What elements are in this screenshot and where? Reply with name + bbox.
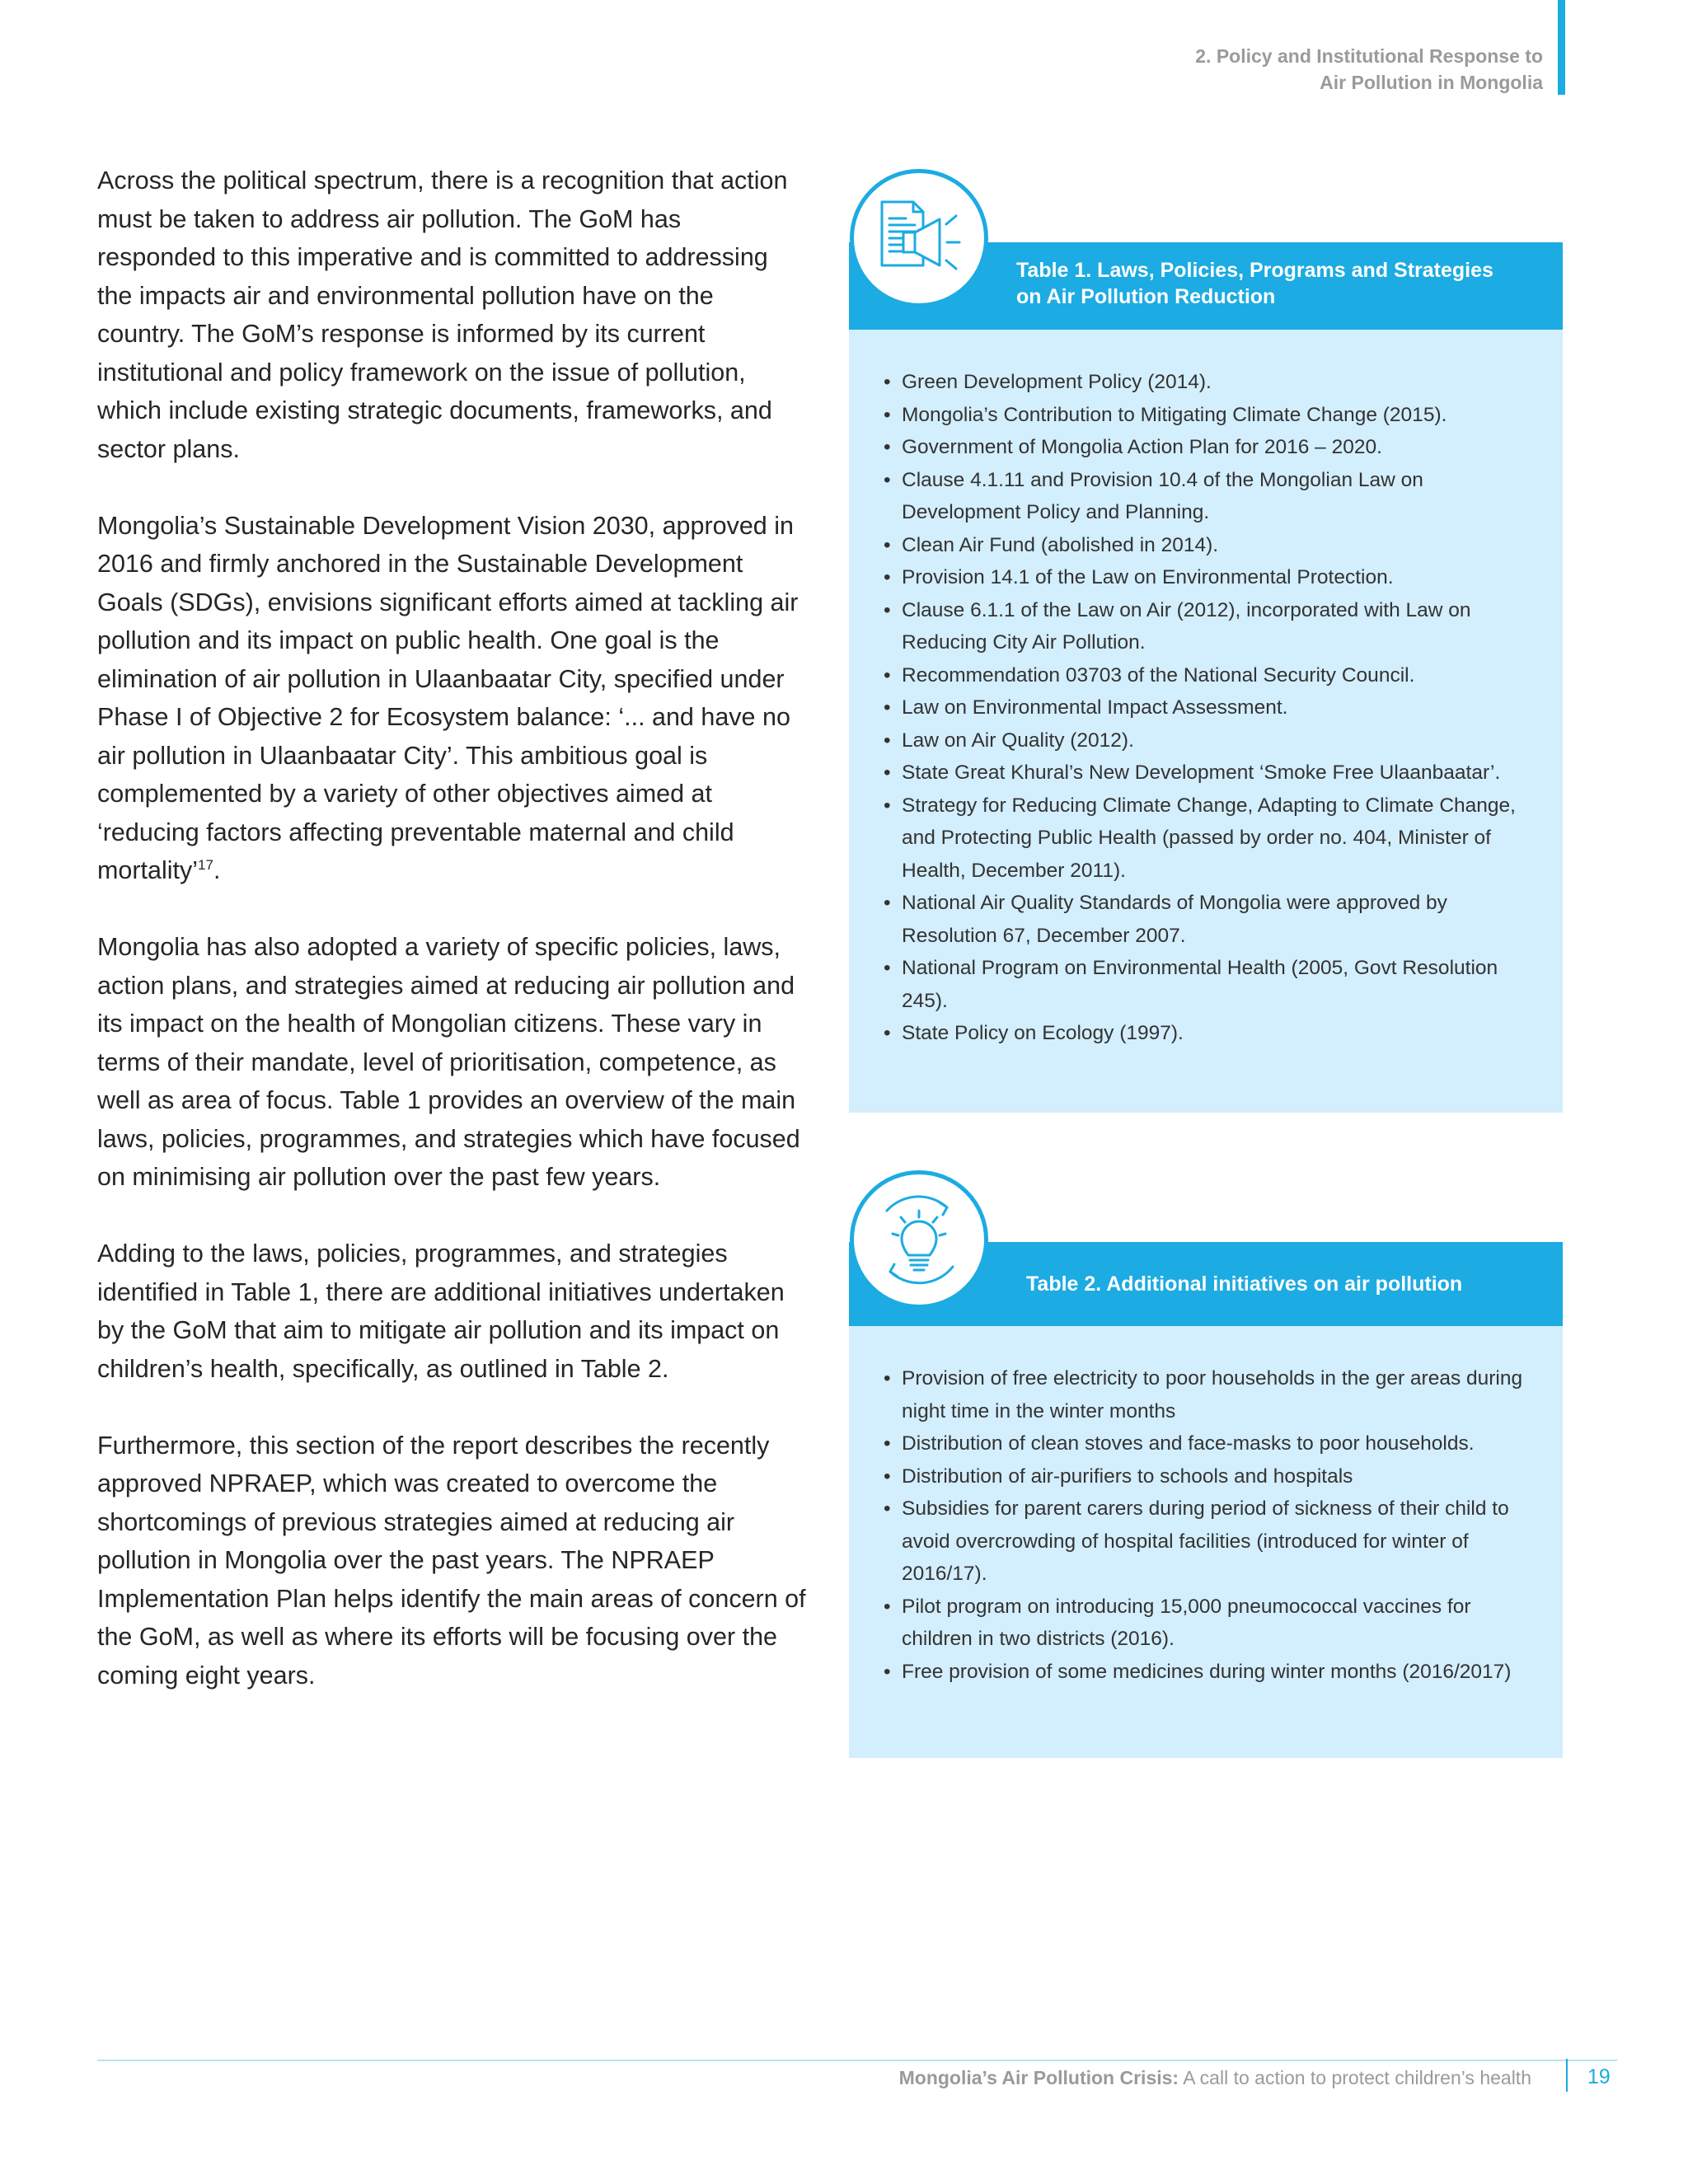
list-item: • State Policy on Ecology (1997). [884, 1017, 1538, 1050]
running-header-line-1: 2. Policy and Institutional Response to [1195, 45, 1543, 67]
paragraph-2-tail: . [213, 856, 221, 884]
table-2-title: Table 2. Additional initiatives on air pollution [849, 1242, 1563, 1326]
list-item: • Strategy for Reducing Climate Change, Adapting to Climate Change, and Protecting Public Health (passed by order no. 404, Minister of Health, December 2011). [884, 790, 1538, 888]
list-item: • State Great Khural’s New Development ‘Smoke Free Ulaanbaatar’. [884, 757, 1538, 790]
list-item: • National Program on Environmental Health (2005, Govt Resolution 245). [884, 952, 1538, 1017]
list-item: • Clause 6.1.1 of the Law on Air (2012), incorporated with Law on Reducing City Air Pollution. [884, 594, 1538, 659]
list-item: • Green Development Policy (2014). [884, 366, 1538, 399]
paragraph-1: Across the political spectrum, there is a recognition that action must be taken to address air pollution. The GoM has responded to this imperative and is committed to addressing the impacts air and environmental pollution have on the country. The GoM’s response is informed by its current institutional and policy framework on the issue of pollution, which include existing strategic documents, frameworks, and sector plans. [97, 166, 788, 463]
paragraph-2 [97, 507, 806, 890]
list-item: • Clause 4.1.11 and Provision 10.4 of the Mongolian Law on Development Policy and Planning. [884, 464, 1538, 529]
table-2-list [884, 1362, 1538, 1688]
table-1-title-line-2: on Air Pollution Reduction [1016, 285, 1276, 308]
running-header [1048, 43, 1543, 96]
list-item: • Distribution of air-purifiers to schools and hospitals [884, 1460, 1538, 1493]
list-item: • Provision 14.1 of the Law on Environmental Protection. [884, 561, 1538, 594]
table-1-title-line-1: Table 1. Laws, Policies, Programs and Strategies [1016, 259, 1493, 282]
list-item: • Law on Air Quality (2012). [884, 724, 1538, 757]
list-item: • Free provision of some medicines during winter months (2016/2017) [884, 1656, 1538, 1689]
footer-rule [97, 2060, 1617, 2061]
list-item: • Subsidies for parent carers during period of sickness of their child to avoid overcrowding of hospital facilities (introduced for winter of 2016/17). [884, 1493, 1538, 1591]
list-item: • Distribution of clean stoves and face-masks to poor households. [884, 1427, 1538, 1460]
body-text-column [97, 162, 806, 1733]
list-item: • National Air Quality Standards of Mongolia were approved by Resolution 67, December 2007. [884, 887, 1538, 952]
footer-title-rest: A call to action to protect children’s health [1179, 2067, 1531, 2088]
footer-divider [1566, 2059, 1568, 2092]
table-1-panel [849, 242, 1563, 1113]
table-2-panel [849, 1242, 1563, 1758]
list-item: • Clean Air Fund (abolished in 2014). [884, 529, 1538, 562]
document-megaphone-icon [850, 169, 988, 307]
lightbulb-cycle-icon [850, 1170, 988, 1309]
paragraph-4: Adding to the laws, policies, programmes, and strategies identified in Table 1, there are additional initiatives undertaken by the GoM that aim to mitigate air pollution and its impact on children’s health, specifically, as outlined in Table 2. [97, 1240, 785, 1383]
paragraph-3: Mongolia has also adopted a variety of specific policies, laws, action plans, and strategies aimed at reducing air pollution and its impact on the health of Mongolian citizens. These vary in terms of their mandate, level of prioritisation, competence, as well as area of focus. Table 1 provides an overview of the main laws, policies, programmes, and strategies which have focused on minimising air pollution over the past few years. [97, 933, 800, 1191]
paragraph-5: Furthermore, this section of the report describes the recently approved NPRAEP, which was created to overcome the shortcomings of previous strategies aimed at reducing air pollution in Mongolia over the past years. The NPRAEP Implementation Plan helps identify the main areas of concern of the GoM, as well as where its efforts will be focusing over the coming eight years. [97, 1431, 806, 1690]
footer-title-bold: Mongolia’s Air Pollution Crisis: [898, 2067, 1179, 2088]
footer-title [899, 2067, 1531, 2089]
table-1-list [884, 366, 1538, 1050]
list-item: • Law on Environmental Impact Assessment. [884, 691, 1538, 724]
paragraph-2-text: Mongolia’s Sustainable Development Vision 2030, approved in 2016 and firmly anchored in the Sustainable Development Goals (SDGs), envisions significant efforts aimed at tackling air pollution and its impact on public health. One goal is the elimination of air pollution in Ulaanbaatar City, specified under Phase I of Objective 2 for Ecosystem balance: ‘... and have no air pollution in Ulaanbaatar City’. This ambitious goal is complemented by a variety of other objectives aimed at ‘reducing factors affecting preventable maternal and child mortality’ [97, 511, 799, 884]
list-item: • Recommendation 03703 of the National Security Council. [884, 659, 1538, 692]
page-number: 19 [1587, 2065, 1611, 2088]
list-item: • Government of Mongolia Action Plan for 2016 – 2020. [884, 431, 1538, 464]
list-item: • Mongolia’s Contribution to Mitigating Climate Change (2015). [884, 399, 1538, 432]
list-item: • Provision of free electricity to poor households in the ger areas during night time in the winter months [884, 1362, 1538, 1427]
footnote-ref-17[interactable]: 17 [198, 856, 213, 873]
list-item: • Pilot program on introducing 15,000 pneumococcal vaccines for children in two districts (2016). [884, 1591, 1538, 1656]
header-accent-bar [1558, 0, 1565, 95]
running-header-line-2: Air Pollution in Mongolia [1320, 72, 1543, 93]
